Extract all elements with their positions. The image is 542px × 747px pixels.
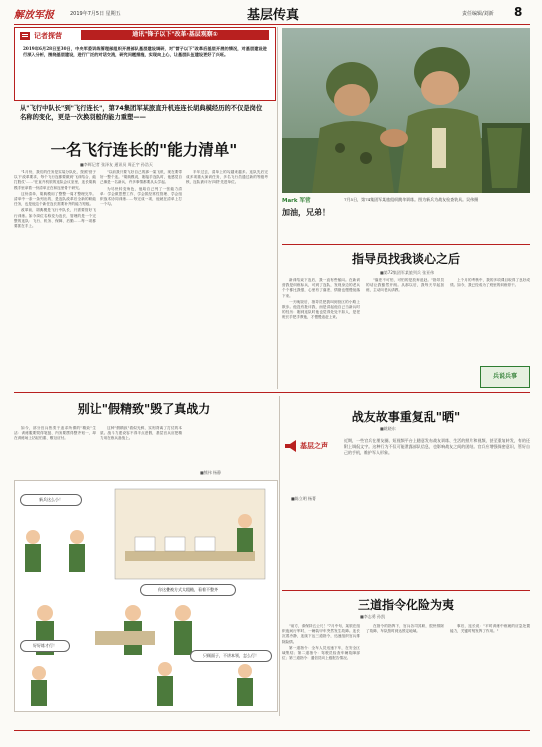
section-rule bbox=[14, 392, 530, 393]
feature-byline: ■李辉记者 张泽友 通讯员 周正宇 孙浩天 bbox=[80, 162, 153, 167]
feature-body-col2 bbox=[100, 170, 182, 388]
column-divider bbox=[277, 27, 278, 389]
masthead-section: 基层传真 bbox=[246, 8, 299, 23]
fake-byline: ■熊伟 杨静 bbox=[200, 470, 222, 475]
feature-paragraph: 半年过去，清单上的勾越来越多。连队先后完成多项重大演训任务，多名飞行员通过新的等级考核，连队被评为'四铁'先进单位。 bbox=[186, 170, 268, 185]
comic-bubble: 只顾面子，不讲本领，怎么行！ bbox=[190, 650, 272, 662]
orders-byline: ■李志勇 孙凯 bbox=[360, 614, 386, 619]
feature-title: 一名飞行连长的"能力清单" bbox=[50, 141, 238, 159]
comic-panel bbox=[14, 480, 278, 712]
photo-sidebar-title: 加油，兄弟！ bbox=[282, 208, 330, 217]
notebook-series: 通讯"锋子以下"改革·基层观察① bbox=[81, 30, 269, 40]
notebook-text: 2019年6月28日至30日，中央军委训练管理部组织开展部队基层建设调研，对"营子以下"改革后基层开展的情况，对基层建设进行深入分析，围绕基层建设，进行广泛的对话交流，研究问题措施，实现向上心，让基层队伍建设更好了兴旺。 bbox=[23, 46, 267, 58]
fake-paragraph: 如今，部分官兵热衷于追求所谓的"精致"生活：训练服要熨得笔挺、内务要摆得整齐划一，却在训练场上拈轻怕重、敷衍应付。 bbox=[14, 426, 96, 441]
feature-body-col1 bbox=[14, 170, 96, 388]
orders-paragraph: "前方，请保持五公尺！"7月中旬，某旅在组织夜间行军时，一辆装甲车突然发生故障。连长沉着冷静，连续下达三道指令，迅速组织官兵排除险情。 bbox=[282, 624, 360, 644]
orders-body-col1 bbox=[282, 624, 360, 716]
soldier-story-badge bbox=[480, 366, 530, 388]
orders-paragraph: 第一道指令：全车人员迅速下车，在安全区域集结；第二道指令：驾驶员检查车辆故障部位；第三道指令：通信员向上级报告情况。 bbox=[282, 645, 360, 661]
masthead-editor: 责任编辑/刘新 bbox=[462, 11, 494, 17]
orders-paragraph: 事后，连长说："平时训练中练就的应急处置能力，关键时刻发挥了作用。" bbox=[450, 624, 530, 634]
megaphone-icon bbox=[284, 440, 298, 452]
feature-paragraph: 这份清单，胡典模用了整整一周才整理完毕。清单中一条一条列出的，是连队改革后全新的职能任务，也是他这个新任连长需要补齐的能力短板。 bbox=[14, 191, 96, 207]
masthead-rule bbox=[14, 24, 530, 25]
feature-paragraph: 改革前，胡典模是飞行中队长，只需要管好飞行训练。如今岗位名称变为连长，管理的是一个完整的连队：飞行、机务、保障、后勤……每一项都要抓在手上。 bbox=[14, 208, 96, 229]
comic-bubble: 好好练才行！ bbox=[20, 640, 70, 652]
orders-title: 三道指令化险为夷 bbox=[357, 598, 454, 612]
instructor-paragraph: 一天晚饭后，指导员把我叫到营区的小路上散步。他没有批评我，而是讲起他自己当新兵时的经历：刚到连队时他也觉得处处不如人，是老班长手把手教他，才慢慢追赶上来。 bbox=[282, 299, 360, 320]
page-number: 8 bbox=[514, 5, 523, 19]
feature-paragraph: "以前我只要飞好自己的那一架飞机，现在要带好一整个连。"胡典模说，刚接手连队时，他感觉自己像是一名新兵，许多事情都要从头学起。 bbox=[100, 170, 182, 185]
photo-caption: 7月5日，第74集团军某旅组织跳伞训练。图为新兵为战友检查装具。吴伟摄 bbox=[344, 197, 479, 202]
feature-paragraph: 为尽快转变角色，他给自己列了一张能力清单：学会做思想工作、学会抓经常性管理、学会组织战术协同训练……每完成一项，他就在清单上打一个勾。 bbox=[100, 186, 182, 207]
chaos-title: 战友故事重复乱"晒" bbox=[351, 410, 461, 424]
chaos-body-extra bbox=[284, 496, 530, 566]
comic-bubble: 新兵这么小！ bbox=[20, 494, 82, 506]
notebook-label: 记者探营 bbox=[34, 32, 62, 40]
fake-title: 别让"假精致"毁了真战力 bbox=[77, 402, 211, 416]
masthead bbox=[14, 4, 530, 24]
fake-body-col2 bbox=[100, 426, 182, 476]
feature-lead bbox=[20, 104, 268, 132]
orders-paragraph: 在指令的指挥下，官兵各司其职，很快排除了故障，车队按时到达预定地域。 bbox=[366, 624, 444, 634]
grassroots-voice-box bbox=[284, 436, 338, 460]
feature-paragraph: "1月份，我们的任务是实装分队化，按照'营子以下'改革要求，每个飞行连都要做到'飞训结合、能打胜仗'……"在直升机旅的连队会议室里，连长胡典模手里拿着一份清单正在和连里骨干研究。 bbox=[14, 170, 96, 190]
feature-body-col3 bbox=[186, 170, 268, 388]
instructor-body-col2 bbox=[366, 278, 444, 388]
section-rule bbox=[282, 244, 530, 245]
feature-lead-text: 从"飞行中队长"到"飞行连长"，第74集团军某旅直升机连连长胡典模经历的不仅是岗位名称的变化，更是一次换羽般的能力重塑—— bbox=[20, 105, 263, 121]
comic-byline: ■陈立明 杨菁 bbox=[291, 496, 317, 501]
fake-paragraph: 这种"假精致"看似光鲜，实则背离了打仗的本质。战斗力建设容不得半点虚假，基层官兵应把精力用在练兵备战上。 bbox=[100, 426, 182, 441]
instructor-title: 指导员找我谈心之后 bbox=[351, 252, 460, 266]
instructor-body-col1 bbox=[282, 278, 360, 388]
comic-bubble: 你这叠被方式太粗糙，看着不整齐 bbox=[140, 584, 236, 596]
fake-body-col1 bbox=[14, 426, 96, 476]
footer-rule bbox=[14, 730, 530, 731]
notebook-box bbox=[14, 27, 276, 101]
soldier-story-badge-text: 兵说兵事 bbox=[492, 373, 517, 380]
masthead-logo: 解放军报 bbox=[14, 10, 54, 21]
photo-sidebar bbox=[282, 196, 342, 228]
orders-body-col3 bbox=[450, 624, 530, 716]
orders-body-col2 bbox=[366, 624, 444, 716]
chaos-body: 近期，一些官兵在朋友圈、短视频平台上随意发布战友训练、生活的照片和视频，甚至重复转发，有的还附上调侃文字。这种行为不仅可能泄露部队信息，也影响战友之间的团结。官兵应增强保密意识，管好自己的手机，维护军人形象。 bbox=[344, 438, 530, 455]
instructor-byline: ■第72集团军某旅列兵 张亚伟 bbox=[380, 270, 435, 275]
news-photo bbox=[282, 28, 530, 193]
instructor-body-col3 bbox=[450, 278, 530, 358]
instructor-paragraph: 上个月的考核中，我的多项课目取得了良好成绩。如今，我已经成为了班里的训练骨干。 bbox=[450, 278, 530, 288]
instructor-paragraph: 新训结束下连后，我一直有些郁闷。在新训营我是训练标兵，可到了连队，发现身边的老兵个个都比我强，心里有了落差，情绪也慢慢低落下来。 bbox=[282, 278, 360, 298]
column-divider bbox=[279, 396, 280, 716]
notebook-icon bbox=[19, 31, 31, 41]
instructor-paragraph: "落差不可怕，可怕的是放弃追赶。"指导员的话让我豁然开朗。从那以后，我每天早起加练，主动向老兵请教。 bbox=[366, 278, 444, 293]
photo-sidebar-label: Mark 军营 bbox=[282, 198, 311, 204]
section-rule bbox=[282, 590, 530, 591]
chaos-byline: ■姚晓东 bbox=[380, 426, 396, 431]
masthead-date: 2019年7月5日 星期五 bbox=[70, 11, 121, 17]
grassroots-voice-title: 基层之声 bbox=[300, 442, 328, 450]
